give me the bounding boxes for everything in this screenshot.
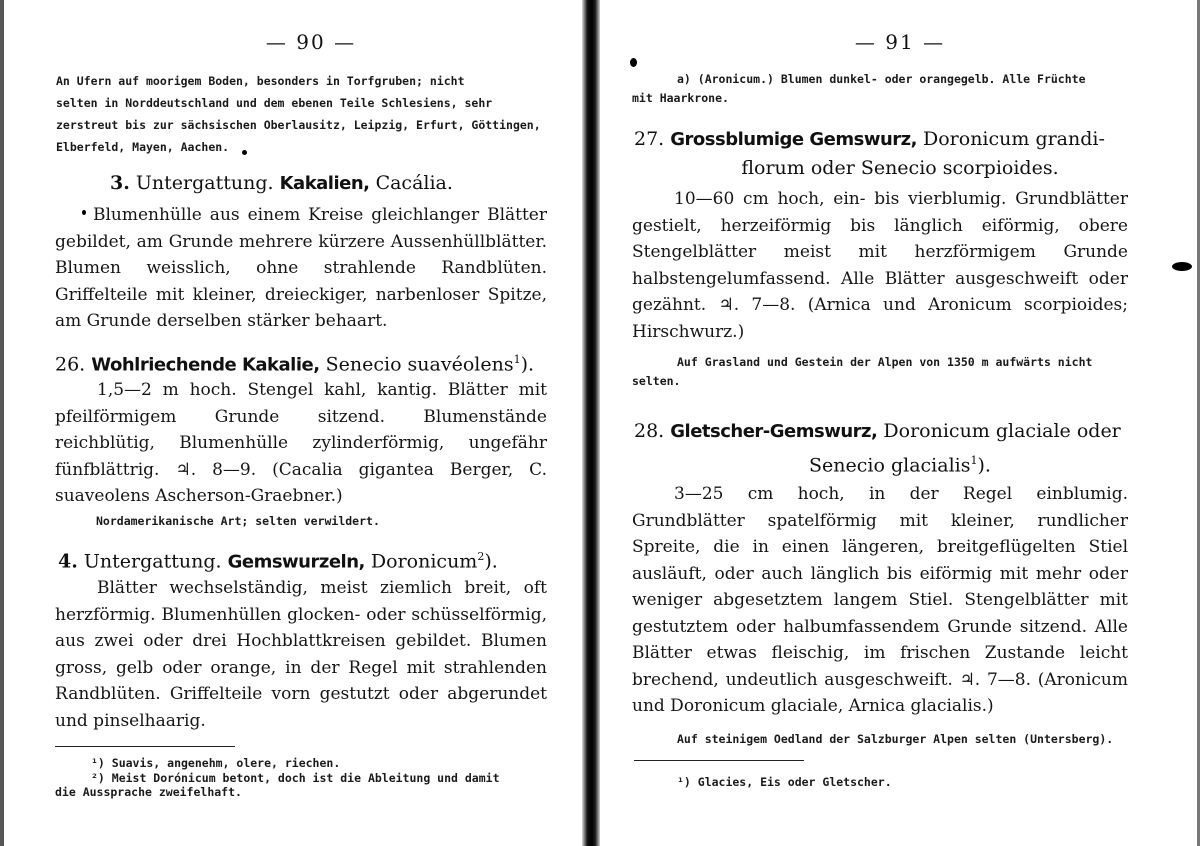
habitat-line: selten in Norddeutschland und dem ebenen Teile Schlesiens, sehr (56, 96, 493, 110)
page-number-left: — 90 — (265, 30, 357, 54)
species-27-heading (634, 126, 1105, 153)
footnote-line: ¹) Suavis, angenehm, olere, riechen. (91, 756, 341, 770)
heading-close: ). (484, 550, 498, 573)
ink-speck (630, 58, 637, 67)
footnotes-right (677, 775, 892, 790)
ink-smudge (1172, 262, 1192, 271)
subgenus-4-heading (58, 544, 498, 575)
species-name: Wohlriechende Kakalie, (91, 354, 320, 376)
species-latin: Doronicum glaciale oder (883, 420, 1121, 442)
habitat-line: Elberfeld, Mayen, Aachen. (56, 140, 230, 154)
subgenus-4-description: Blätter wechselständig, meist ziemlich breit, oft herzförmig. Blumenhüllen glocken- oder schüsselförmig, aus zwei oder drei Hochblattkreisen gebildet. Blumen gross, gelb oder orange, in der Regel mit strahlenden Randblüten. Griffelteile vorn gestutzt oder abgerundet und pinselhaarig. (55, 578, 547, 731)
species-27-description: 10—60 cm hoch, ein- bis vierblumig. Grundblätter gestielt, herzeiförmig bis länglich eiförmig, obere Stengelblätter meist mit herzförmigem Grunde halbstengelumfassend. Alle Blätter ausgeschweift oder gezähnt. ♃. 7—8. (Arnica und Aronicum scorpioides; Hirschwurz.) (632, 189, 1128, 342)
page-number-right: — 91 — (854, 30, 946, 54)
species-latin: Senecio suavéolens (325, 353, 514, 376)
habitat-line: An Ufern auf moorigem Boden, besonders in Torfgruben; nicht (56, 74, 465, 88)
species-number: 28. (634, 420, 665, 442)
species-latin: Doronicum grandi- (923, 128, 1105, 150)
book-gutter (582, 0, 600, 846)
habitat-line: Auf Grasland und Gestein der Alpen von 1350 m aufwärts nicht (677, 355, 1093, 369)
heading-prefix: Untergattung. (135, 172, 274, 194)
heading-close: ). (977, 454, 991, 477)
section-a-line: a) (Aronicum.) Blumen dunkel- oder orangegelb. Alle Früchte (677, 72, 1086, 86)
species-28-habitat: Auf steinigem Oedland der Salzburger Alpen selten (Untersberg). (677, 732, 1114, 746)
species-name: Grossblumige Gemswurz, (670, 129, 917, 150)
heading-number: 3. (110, 172, 130, 194)
footnote-divider (55, 746, 235, 747)
footnote-ref: 2 (477, 550, 485, 563)
heading-latin: Cacália. (375, 172, 453, 194)
footnote-ref: 1 (513, 353, 521, 366)
species-latin-continued: Senecio glacialis (809, 454, 971, 477)
footnote-divider (634, 760, 804, 761)
heading-latin: Doronicum (370, 550, 478, 573)
footnote-ref: 1 (970, 454, 978, 467)
subgenus-3-heading (110, 170, 453, 197)
footnote-line: die Aussprache zweifelhaft. (55, 785, 242, 799)
section-a-aronicum (632, 70, 1162, 108)
ink-speck (82, 210, 86, 215)
habitat-note-25 (56, 70, 546, 158)
section-a-line: mit Haarkrone. (632, 91, 729, 105)
ink-speck (242, 150, 247, 155)
subgenus-3-description: Blumenhülle aus einem Kreise gleichlanger Blätter gebildet, am Grunde mehrere kürzere Aussenhüllblätter. Blumen weisslich, ohne strahlende Randblüten. Griffelteile mit kleiner, dreieckiger, narbenloser Spitze, am Grunde derselben stärker behaart. (55, 205, 547, 331)
species-latin-continued: florum oder Senecio scorpioides. (741, 157, 1059, 179)
footnotes-left (55, 756, 555, 800)
footnote-line: ¹) Glacies, Eis oder Gletscher. (677, 775, 892, 789)
species-26-description: 1,5—2 m hoch. Stengel kahl, kantig. Blätter mit pfeilförmigem Grunde sitzend. Blumenstände reichblütig, Blumenhülle zylinderförmig, ungefähr fünfblättrig. ♃. 8—9. (Cacalia gigantea Berger, C. suaveolens Ascherson-Graebner.) (55, 380, 547, 506)
species-26-habitat: Nordamerikanische Art; selten verwildert. (96, 514, 380, 528)
species-number: 27. (634, 128, 665, 150)
heading-prefix: Untergattung. (83, 550, 222, 573)
heading-name: Gemswurzeln, (227, 551, 365, 573)
species-27-heading-continued (600, 155, 1200, 181)
left-page (0, 0, 582, 846)
species-28-description: 3—25 cm hoch, in der Regel einblumig. Grundblätter spatelförmig mit kleiner, rundlicher Spreite, die in einen längeren, breitgeflügelten Stiel ausläuft, oder auch länglich bis eiförmig mit mehr oder weniger abgesetztem langem Stiel. Stengelblätter mit gestutztem oder halbumfassendem Grunde sitzend. Alle Blätter etwas fleischig, im frischen Zustande leicht brechend, undeutlich ausgeschweift. ♃. 7—8. (Aronicum und Doronicum glaciale, Arnica glacialis.) (632, 484, 1128, 716)
species-27-habitat (632, 353, 1132, 391)
heading-close: ). (520, 353, 535, 376)
species-26-heading (55, 347, 534, 378)
right-page (600, 0, 1200, 846)
species-28-heading-continued (600, 448, 1200, 478)
species-number: 26. (55, 353, 86, 376)
heading-name: Kakalien, (279, 173, 370, 194)
species-name: Gletscher-Gemswurz, (670, 421, 878, 442)
habitat-line: zerstreut bis zur sächsischen Oberlausitz, Leipzig, Erfurt, Göttingen, (56, 118, 541, 132)
species-28-heading (634, 418, 1121, 445)
footnote-line: ²) Meist Dorónicum betont, doch ist die Ableitung und damit (91, 770, 500, 785)
heading-number: 4. (58, 550, 78, 573)
habitat-line: selten. (632, 374, 681, 388)
